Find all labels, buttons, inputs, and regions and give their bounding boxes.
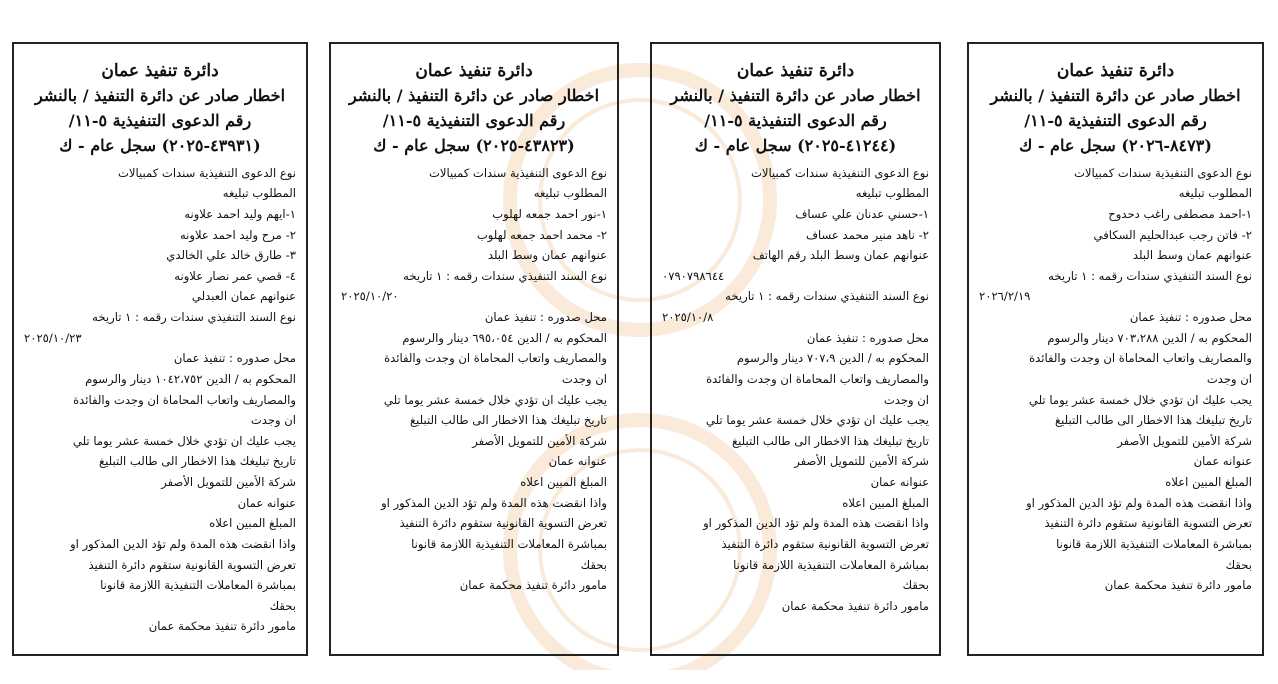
procedures-line: بمباشرة المعاملات التنفيذية اللازمة قانونا — [100, 578, 296, 593]
notice-card-3 — [650, 42, 941, 656]
expired-line: واذا انقضت هذه المدة ولم تؤد الدين المذكور او — [381, 495, 607, 510]
notice-card-1 — [12, 42, 308, 656]
issued-at: محل صدوره : تنفيذ عمان — [806, 330, 929, 345]
notice-heading: اخطار صادر عن دائرة التنفيذ / بالنشر — [670, 86, 921, 106]
officer-signature: مامور دائرة تنفيذ محكمة عمان — [459, 578, 607, 593]
expired-line: واذا انقضت هذه المدة ولم تؤد الدين المذكور او — [1026, 495, 1252, 510]
bond-type: نوع السند التنفيذي سندات رقمه : ١ تاريخه — [403, 268, 607, 283]
requester-address: عنوانه عمان — [1193, 454, 1252, 469]
issued-at: محل صدوره : تنفيذ عمان — [173, 351, 296, 366]
against-you: بحقك — [580, 557, 607, 572]
notice-heading: اخطار صادر عن دائرة التنفيذ / بالنشر — [990, 86, 1241, 106]
case-number: رقم الدعوى التنفيذية ٥-١١/ — [68, 111, 252, 131]
requester-address: عنوانه عمان — [237, 495, 296, 510]
party-4: ٤- قصي عمر نصار علاونه — [174, 268, 296, 283]
requester: شركة الأمين للتمويل الأصفر — [1117, 433, 1252, 448]
address: عنوانهم عمان وسط البلد — [487, 248, 607, 263]
notified-label: المطلوب تبليغه — [222, 186, 296, 201]
bond-date: ٢٠٢٥/١٠/٢٠ — [341, 289, 399, 304]
party-1: ١-نور احمد جمعه لهلوب — [492, 206, 607, 221]
settlement-line: تعرض التسوية القانونية ستقوم دائرة التنفيذ — [399, 516, 607, 531]
notified-label: المطلوب تبليغه — [533, 186, 607, 201]
case-type: نوع الدعوى التنفيذية سندات كمبيالات — [428, 165, 607, 180]
requester: شركة الأمين للتمويل الأصفر — [161, 475, 296, 490]
officer-signature: مامور دائرة تنفيذ محكمة عمان — [1104, 578, 1252, 593]
phone-number: ٠٧٩٠٧٩٨٦٤٤ — [662, 268, 725, 283]
office-title: دائرة تنفيذ عمان — [736, 61, 855, 81]
case-number: رقم الدعوى التنفيذية ٥-١١/ — [704, 111, 887, 131]
case-type: نوع الدعوى التنفيذية سندات كمبيالات — [117, 165, 296, 180]
fees-line: والمصاريف واتعاب المحاماة ان وجدت والفائدة — [384, 351, 607, 366]
bond-type: نوع السند التنفيذي سندات رقمه : ١ تاريخه — [725, 289, 929, 304]
case-year: (٨٤٧٣-٢٠٢٦) سجل عام - ك — [1019, 135, 1212, 155]
notice-card-4 — [967, 42, 1264, 656]
pay-within: يجب عليك ان تؤدي خلال خمسة عشر يوما تلي — [383, 392, 607, 407]
address: عنوانهم عمان العبدلي — [191, 289, 296, 304]
settlement-line: تعرض التسوية القانونية ستقوم دائرة التنفيذ — [1044, 516, 1252, 531]
pay-within: يجب عليك ان تؤدي خلال خمسة عشر يوما تلي — [1028, 392, 1252, 407]
party-1: ١-ايهم وليد احمد علاونه — [184, 206, 296, 221]
amount-shown: المبلغ المبين اعلاه — [520, 475, 607, 490]
fees-line: والمصاريف واتعاب المحاماة ان وجدت والفائدة — [706, 371, 929, 386]
case-type: نوع الدعوى التنفيذية سندات كمبيالات — [1073, 165, 1252, 180]
against-you: بحقك — [1225, 557, 1252, 572]
expired-line: واذا انقضت هذه المدة ولم تؤد الدين المذكور او — [70, 536, 296, 551]
notify-date: تاريخ تبليغك هذا الاخطار الى طالب التبليغ — [731, 433, 929, 448]
bond-type: نوع السند التنفيذي سندات رقمه : ١ تاريخه — [92, 310, 296, 325]
settlement-line: تعرض التسوية القانونية ستقوم دائرة التنفيذ — [88, 557, 296, 572]
judgment-amount: المحكوم به / الدين ١٠٤٢،٧٥٢ دينار والرسوم — [85, 371, 296, 386]
case-type: نوع الدعوى التنفيذية سندات كمبيالات — [750, 165, 929, 180]
bond-date: ٢٠٢٥/١٠/٢٣ — [24, 330, 82, 345]
notify-date: تاريخ تبليغك هذا الاخطار الى طالب التبليغ — [98, 454, 296, 469]
fees-line: والمصاريف واتعاب المحاماة ان وجدت والفائدة — [73, 392, 296, 407]
office-title: دائرة تنفيذ عمان — [1056, 61, 1175, 81]
case-year: (٤١٢٤٤-٢٠٢٥) سجل عام - ك — [694, 135, 897, 155]
issued-at: محل صدوره : تنفيذ عمان — [484, 310, 607, 325]
party-2: ٢- ناهد منير محمد عساف — [805, 227, 929, 242]
amount-shown: المبلغ المبين اعلاه — [1165, 475, 1252, 490]
judgment-amount: المحكوم به / الدين ٧٠٧،٩ دينار والرسوم — [736, 351, 929, 366]
party-2: ٢- مرح وليد احمد علاونه — [179, 227, 296, 242]
case-number: رقم الدعوى التنفيذية ٥-١١/ — [382, 111, 566, 131]
party-2: ٢- محمد احمد جمعه لهلوب — [476, 227, 607, 242]
amount-shown: المبلغ المبين اعلاه — [209, 516, 296, 531]
bond-type: نوع السند التنفيذي سندات رقمه : ١ تاريخه — [1048, 268, 1252, 283]
requester: شركة الأمين للتمويل الأصفر — [794, 454, 929, 469]
if-any: ان وجدت — [561, 371, 607, 386]
judgment-amount: المحكوم به / الدين ٧٠٣،٢٨٨ دينار والرسوم — [1047, 330, 1252, 345]
requester-address: عنوانه عمان — [548, 454, 607, 469]
amount-shown: المبلغ المبين اعلاه — [842, 495, 929, 510]
officer-signature: مامور دائرة تنفيذ محكمة عمان — [148, 619, 296, 634]
bond-date: ٢٠٢٦/٢/١٩ — [979, 289, 1031, 304]
against-you: بحقك — [902, 578, 929, 593]
expired-line: واذا انقضت هذه المدة ولم تؤد الدين المذكور او — [703, 516, 929, 531]
procedures-line: بمباشرة المعاملات التنفيذية اللازمة قانونا — [1056, 536, 1252, 551]
pay-within: يجب عليك ان تؤدي خلال خمسة عشر يوما تلي — [72, 433, 296, 448]
case-year: (٤٣٨٢٣-٢٠٢٥) سجل عام - ك — [373, 135, 575, 155]
case-number: رقم الدعوى التنفيذية ٥-١١/ — [1024, 111, 1207, 131]
if-any: ان وجدت — [250, 413, 296, 428]
notify-date: تاريخ تبليغك هذا الاخطار الى طالب التبليغ — [409, 413, 607, 428]
notify-date: تاريخ تبليغك هذا الاخطار الى طالب التبليغ — [1054, 413, 1252, 428]
if-any: ان وجدت — [1206, 371, 1252, 386]
issued-at: محل صدوره : تنفيذ عمان — [1129, 310, 1252, 325]
settlement-line: تعرض التسوية القانونية ستقوم دائرة التنفيذ — [721, 536, 929, 551]
if-any: ان وجدت — [883, 392, 929, 407]
procedures-line: بمباشرة المعاملات التنفيذية اللازمة قانونا — [411, 536, 607, 551]
notified-label: المطلوب تبليغه — [855, 186, 929, 201]
pay-within: يجب عليك ان تؤدي خلال خمسة عشر يوما تلي — [705, 413, 929, 428]
address: عنوانهم عمان وسط البلد — [1132, 248, 1252, 263]
fees-line: والمصاريف واتعاب المحاماة ان وجدت والفائدة — [1029, 351, 1252, 366]
address: عنوانهم عمان وسط البلد رقم الهاتف — [752, 248, 929, 263]
notified-label: المطلوب تبليغه — [1178, 186, 1252, 201]
bond-date: ٢٠٢٥/١٠/٨ — [662, 310, 714, 325]
case-year: (٤٣٩٣١-٢٠٢٥) سجل عام - ك — [59, 135, 261, 155]
office-title: دائرة تنفيذ عمان — [101, 61, 219, 81]
office-title: دائرة تنفيذ عمان — [415, 61, 533, 81]
notice-heading: اخطار صادر عن دائرة التنفيذ / بالنشر — [348, 86, 600, 106]
notice-heading: اخطار صادر عن دائرة التنفيذ / بالنشر — [34, 86, 286, 106]
requester: شركة الأمين للتمويل الأصفر — [472, 433, 607, 448]
procedures-line: بمباشرة المعاملات التنفيذية اللازمة قانونا — [733, 557, 929, 572]
party-1: ١-احمد مصطفى راغب دحدوح — [1108, 206, 1252, 221]
judgment-amount: المحكوم به / الدين ٦٩٥،٠٥٤ دينار والرسوم — [402, 330, 607, 345]
officer-signature: مامور دائرة تنفيذ محكمة عمان — [781, 598, 929, 613]
party-1: ١-حسني عدنان علي عساف — [795, 206, 929, 221]
notice-card-2 — [329, 42, 619, 656]
party-2: ٢- فاتن رجب عبدالحليم السكافي — [1093, 227, 1252, 242]
against-you: بحقك — [269, 598, 296, 613]
party-3: ٣- طارق خالد علي الخالدي — [166, 248, 296, 263]
requester-address: عنوانه عمان — [870, 475, 929, 490]
